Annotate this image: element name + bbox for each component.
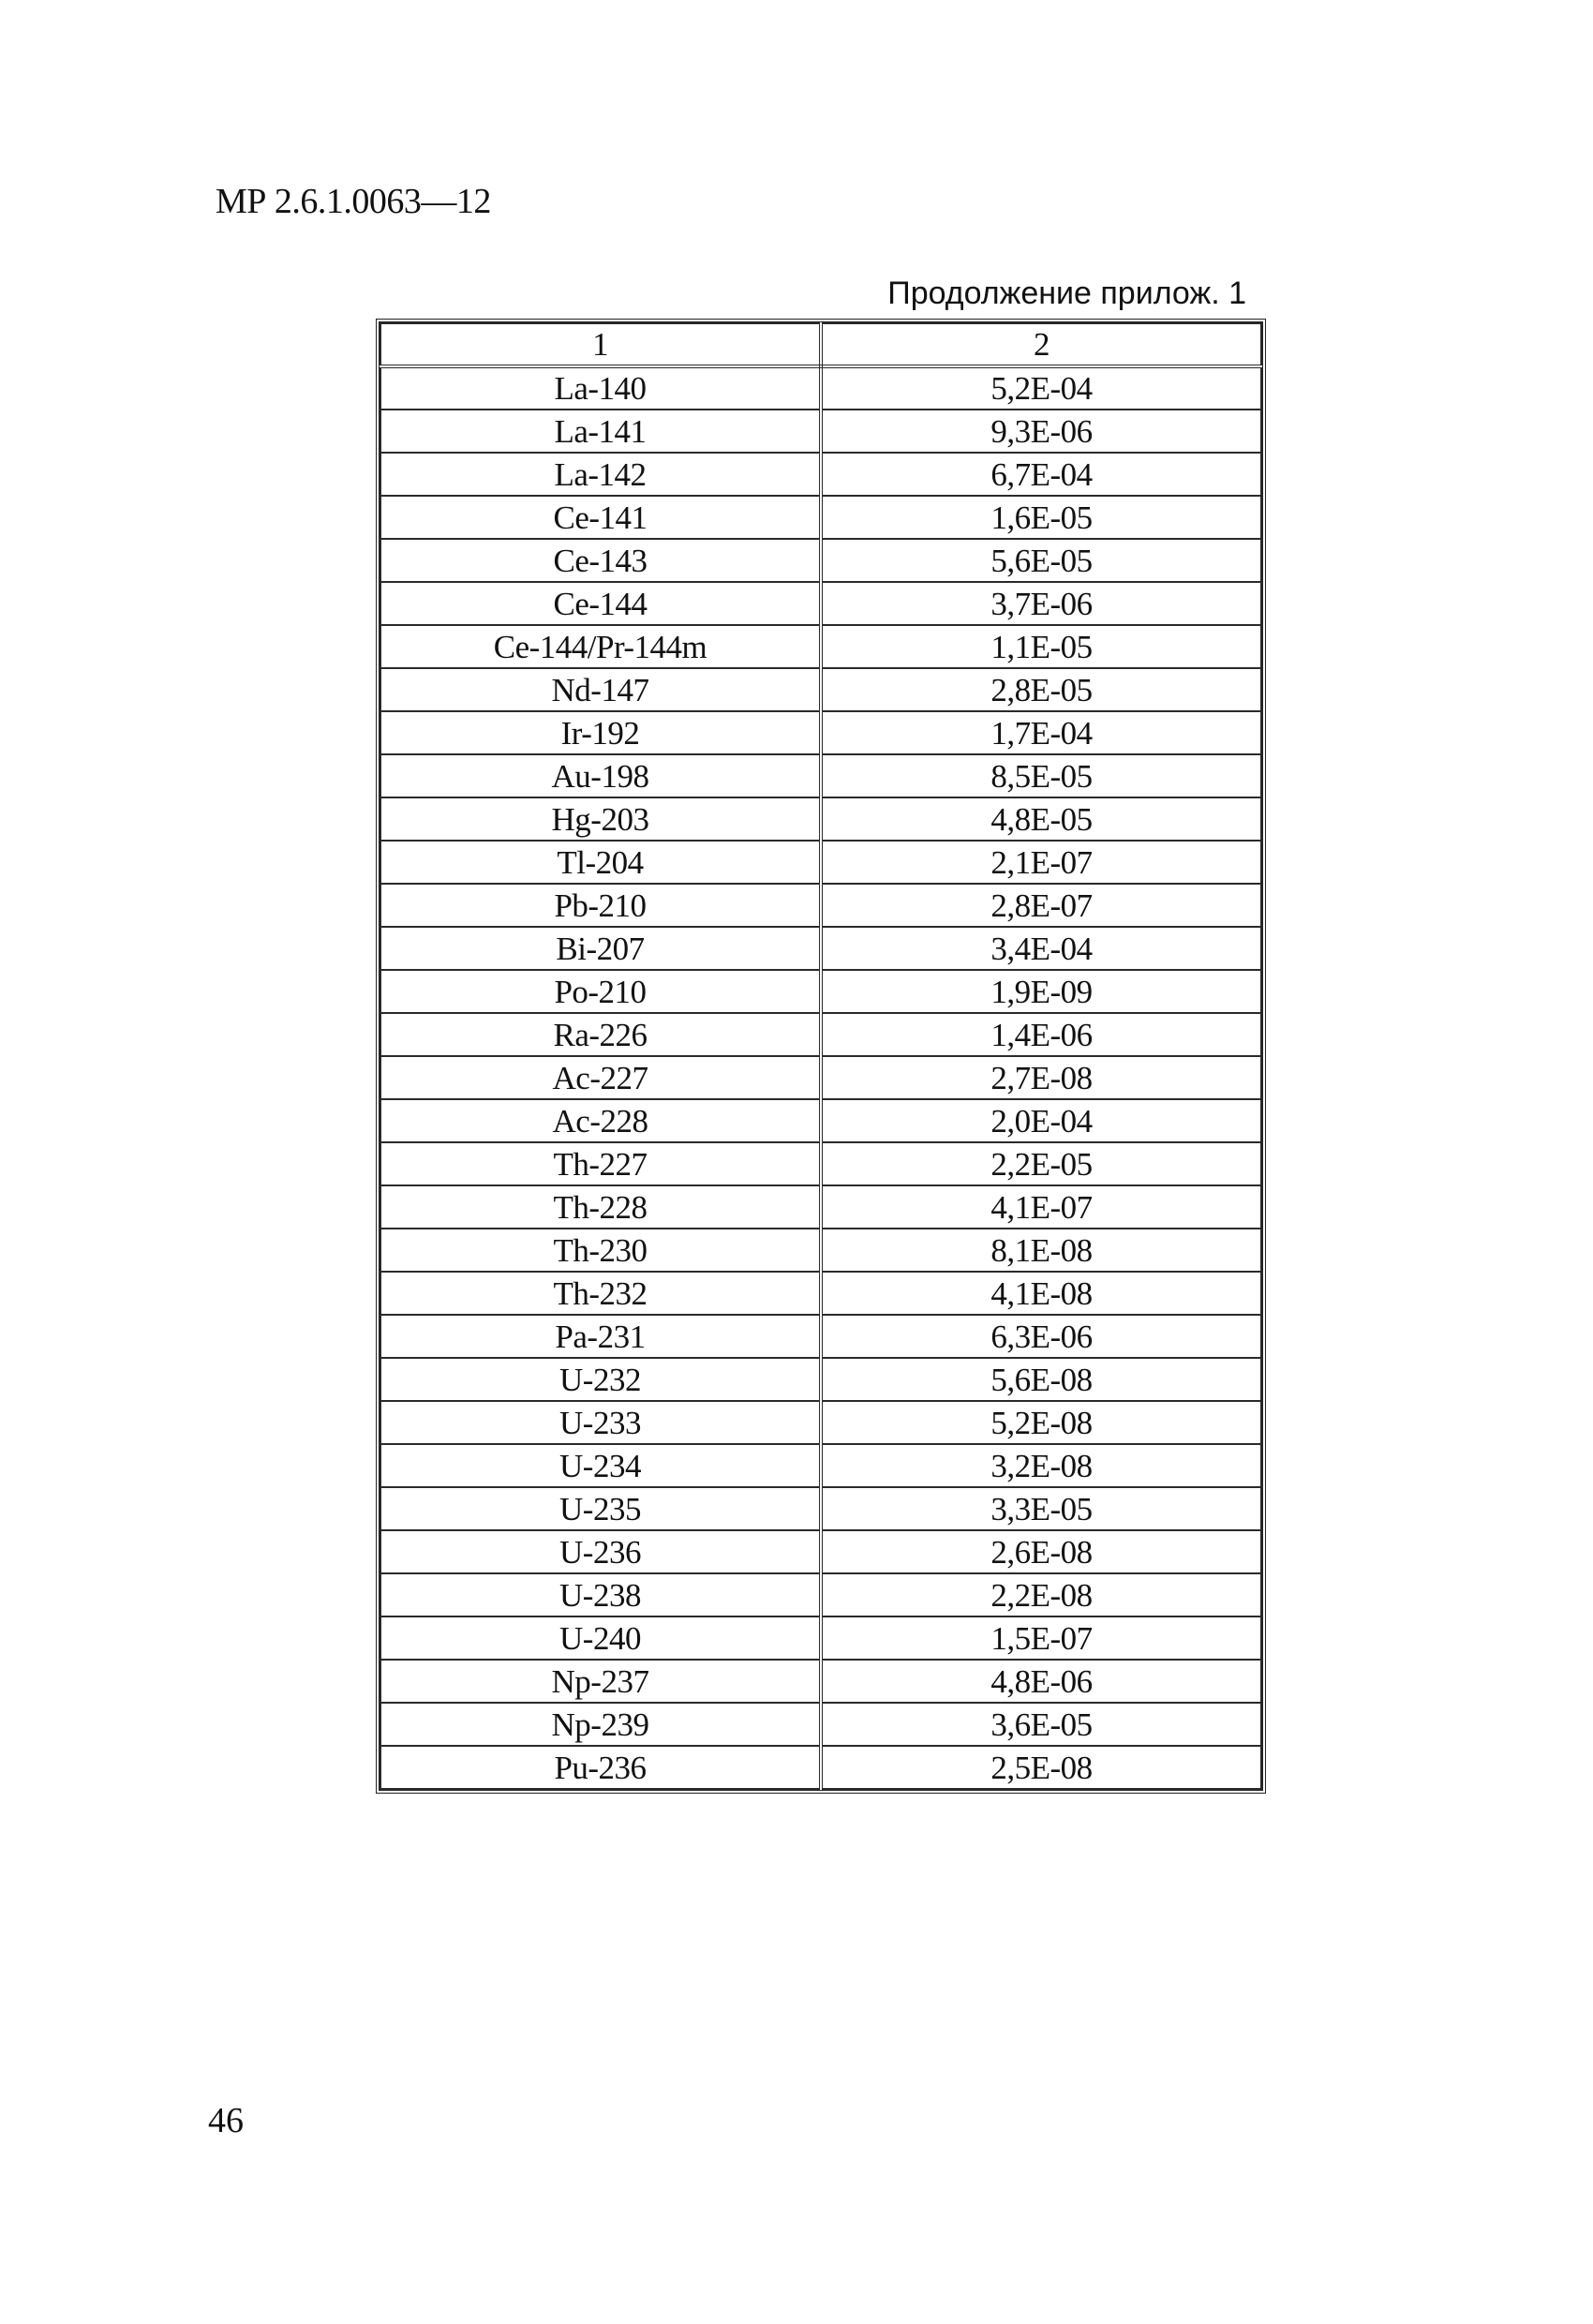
continuation-label: Продолжение прилож. 1 — [887, 276, 1246, 311]
value-cell: 1,1E-05 — [821, 625, 1261, 668]
value-cell: 1,7E-04 — [821, 711, 1261, 754]
nuclide-cell: U-234 — [380, 1444, 821, 1487]
table-row — [380, 1229, 1261, 1272]
nuclide-cell: Ce-144/Pr-144m — [380, 625, 821, 668]
nuclide-cell: Np-237 — [380, 1660, 821, 1703]
nuclide-cell: U-238 — [380, 1573, 821, 1616]
nuclide-cell: Hg-203 — [380, 797, 821, 841]
value-cell: 3,6E-05 — [821, 1703, 1261, 1746]
nuclide-cell: Ac-228 — [380, 1099, 821, 1142]
table-row — [380, 797, 1261, 841]
table-row — [380, 1401, 1261, 1444]
table-row — [380, 1142, 1261, 1185]
data-table — [380, 322, 1262, 1790]
nuclide-cell: Au-198 — [380, 754, 821, 797]
value-cell: 4,1E-08 — [821, 1272, 1261, 1315]
nuclide-cell: Ra-226 — [380, 1013, 821, 1056]
value-cell: 2,2E-05 — [821, 1142, 1261, 1185]
table-row — [380, 927, 1261, 970]
table-row — [380, 1616, 1261, 1660]
nuclide-cell: Ir-192 — [380, 711, 821, 754]
table-row — [380, 410, 1261, 453]
value-cell: 1,4E-06 — [821, 1013, 1261, 1056]
table-row — [380, 1530, 1261, 1573]
value-cell: 4,1E-07 — [821, 1185, 1261, 1229]
nuclide-cell: Pu-236 — [380, 1746, 821, 1789]
nuclide-cell: Ce-144 — [380, 582, 821, 625]
value-cell: 2,1E-07 — [821, 841, 1261, 884]
table-row — [380, 1056, 1261, 1099]
value-cell: 1,6E-05 — [821, 496, 1261, 539]
value-cell: 3,3E-05 — [821, 1487, 1261, 1530]
table-row — [380, 1315, 1261, 1358]
table-row — [380, 754, 1261, 797]
table-row — [380, 366, 1261, 410]
table-row — [380, 625, 1261, 668]
nuclide-cell: U-235 — [380, 1487, 821, 1530]
table-row — [380, 1703, 1261, 1746]
nuclide-cell: Ac-227 — [380, 1056, 821, 1099]
table-row — [380, 1573, 1261, 1616]
value-cell: 5,6E-08 — [821, 1358, 1261, 1401]
table-row — [380, 668, 1261, 711]
table-body — [380, 366, 1261, 1789]
table-header — [380, 323, 1261, 366]
page-number: 46 — [208, 2101, 244, 2140]
nuclide-cell: Nd-147 — [380, 668, 821, 711]
nuclide-cell: Bi-207 — [380, 927, 821, 970]
value-cell: 4,8E-06 — [821, 1660, 1261, 1703]
value-cell: 2,2E-08 — [821, 1573, 1261, 1616]
header-row — [380, 323, 1261, 366]
nuclide-cell: Pb-210 — [380, 884, 821, 927]
table-row — [380, 1185, 1261, 1229]
table-row — [380, 1358, 1261, 1401]
nuclide-cell: Tl-204 — [380, 841, 821, 884]
nuclide-cell: Po-210 — [380, 970, 821, 1013]
nuclide-cell: U-240 — [380, 1616, 821, 1660]
value-cell: 5,2E-08 — [821, 1401, 1261, 1444]
document-code: МР 2.6.1.0063—12 — [216, 182, 491, 221]
table-row — [380, 1487, 1261, 1530]
table-row — [380, 539, 1261, 582]
nuclide-cell: Np-239 — [380, 1703, 821, 1746]
value-cell: 3,4E-04 — [821, 927, 1261, 970]
nuclide-cell: Ce-143 — [380, 539, 821, 582]
value-cell: 9,3E-06 — [821, 410, 1261, 453]
value-cell: 2,0E-04 — [821, 1099, 1261, 1142]
table-row — [380, 1099, 1261, 1142]
column-header-2: 2 — [821, 323, 1261, 366]
value-cell: 2,8E-05 — [821, 668, 1261, 711]
nuclide-cell: La-140 — [380, 366, 821, 410]
table-row — [380, 582, 1261, 625]
table-row — [380, 841, 1261, 884]
table-row — [380, 453, 1261, 496]
table-row — [380, 1013, 1261, 1056]
value-cell: 3,2E-08 — [821, 1444, 1261, 1487]
table-row — [380, 711, 1261, 754]
column-header-1: 1 — [380, 323, 821, 366]
nuclide-table — [376, 319, 1266, 1794]
value-cell: 5,6E-05 — [821, 539, 1261, 582]
table-row — [380, 496, 1261, 539]
nuclide-cell: Ce-141 — [380, 496, 821, 539]
nuclide-cell: Th-230 — [380, 1229, 821, 1272]
value-cell: 1,5E-07 — [821, 1616, 1261, 1660]
value-cell: 2,6E-08 — [821, 1530, 1261, 1573]
nuclide-cell: Th-232 — [380, 1272, 821, 1315]
nuclide-cell: La-141 — [380, 410, 821, 453]
nuclide-cell: Th-227 — [380, 1142, 821, 1185]
nuclide-cell: Pa-231 — [380, 1315, 821, 1358]
nuclide-cell: La-142 — [380, 453, 821, 496]
value-cell: 6,3E-06 — [821, 1315, 1261, 1358]
value-cell: 8,5E-05 — [821, 754, 1261, 797]
value-cell: 2,7E-08 — [821, 1056, 1261, 1099]
value-cell: 2,8E-07 — [821, 884, 1261, 927]
table-row — [380, 1272, 1261, 1315]
value-cell: 4,8E-05 — [821, 797, 1261, 841]
value-cell: 6,7E-04 — [821, 453, 1261, 496]
value-cell: 3,7E-06 — [821, 582, 1261, 625]
nuclide-cell: U-236 — [380, 1530, 821, 1573]
value-cell: 8,1E-08 — [821, 1229, 1261, 1272]
table-row — [380, 1660, 1261, 1703]
nuclide-cell: Th-228 — [380, 1185, 821, 1229]
table-row — [380, 1746, 1261, 1789]
value-cell: 5,2E-04 — [821, 366, 1261, 410]
value-cell: 2,5E-08 — [821, 1746, 1261, 1789]
table-row — [380, 970, 1261, 1013]
table-row — [380, 1444, 1261, 1487]
nuclide-cell: U-233 — [380, 1401, 821, 1444]
table-row — [380, 884, 1261, 927]
nuclide-cell: U-232 — [380, 1358, 821, 1401]
value-cell: 1,9E-09 — [821, 970, 1261, 1013]
